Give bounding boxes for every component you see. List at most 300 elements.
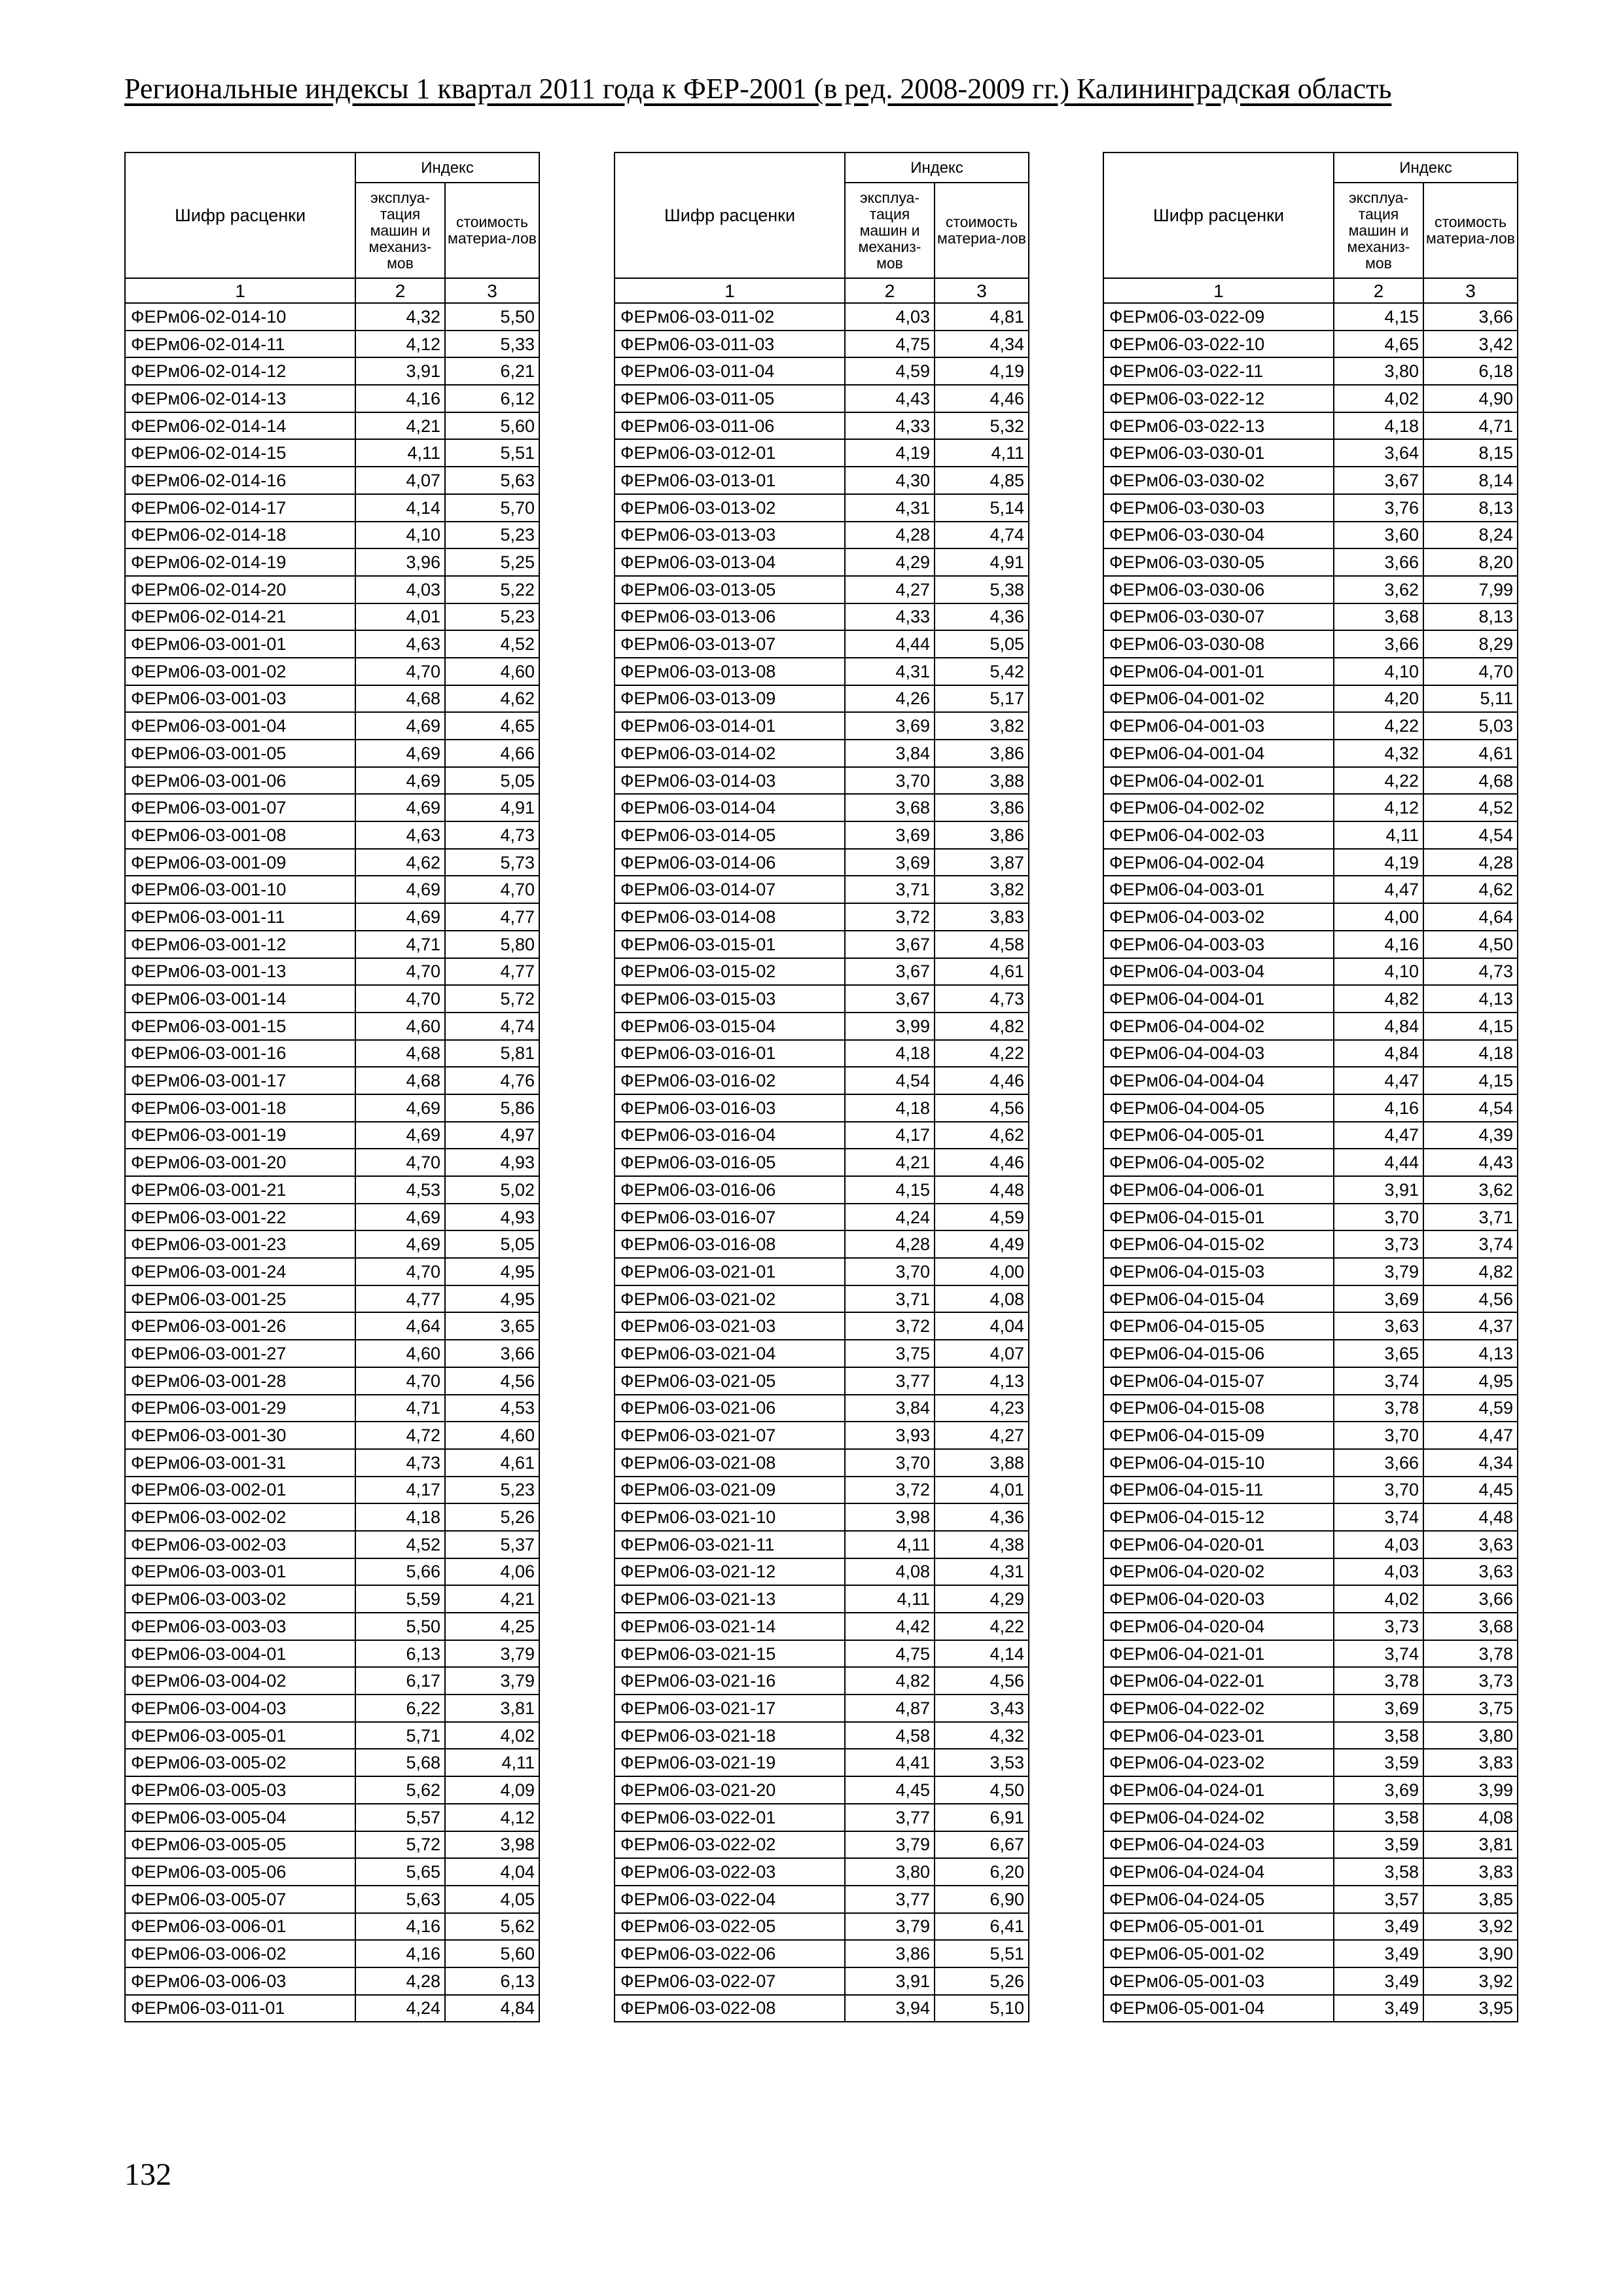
machines-index-cell: 3,78 [1334, 1395, 1423, 1422]
table-row [1103, 412, 1518, 440]
table-body [615, 303, 1029, 2022]
table-row [1103, 821, 1518, 849]
machines-index-cell: 4,69 [355, 740, 445, 767]
machines-index-cell: 3,91 [355, 357, 445, 385]
machines-index-cell: 4,71 [355, 931, 445, 958]
materials-index-cell: 4,46 [935, 1149, 1029, 1176]
machines-index-cell: 4,22 [1334, 767, 1423, 795]
machines-index-cell: 3,57 [1334, 1886, 1423, 1913]
rate-code-cell: ФЕРм06-03-021-07 [615, 1422, 845, 1449]
table-row [615, 903, 1029, 931]
table-row [615, 1858, 1029, 1886]
materials-index-cell: 4,84 [445, 1995, 539, 2022]
machines-index-cell: 4,63 [355, 630, 445, 658]
materials-index-cell: 4,73 [445, 821, 539, 849]
machines-index-cell: 3,96 [355, 548, 445, 576]
table-row [615, 1258, 1029, 1285]
materials-index-cell: 6,41 [935, 1913, 1029, 1941]
rate-code-cell: ФЕРм06-03-001-03 [125, 685, 355, 713]
machines-index-cell: 4,69 [355, 903, 445, 931]
table-row [1103, 1312, 1518, 1340]
table-row [1103, 467, 1518, 494]
machines-index-cell: 4,31 [845, 658, 935, 685]
machines-index-cell: 3,72 [845, 903, 935, 931]
materials-index-cell: 3,68 [1423, 1613, 1518, 1640]
materials-index-cell: 3,65 [445, 1312, 539, 1340]
machines-index-cell: 4,69 [355, 1122, 445, 1149]
table-row [125, 1040, 539, 1067]
table-row [1103, 1040, 1518, 1067]
materials-index-cell: 3,88 [935, 767, 1029, 795]
machines-index-cell: 4,53 [355, 1176, 445, 1204]
materials-index-cell: 4,11 [935, 439, 1029, 467]
table-row [125, 685, 539, 713]
materials-index-cell: 4,58 [935, 931, 1029, 958]
materials-index-cell: 4,74 [445, 1013, 539, 1040]
header-col-number-1: 1 [1103, 278, 1334, 303]
materials-index-cell: 4,91 [935, 548, 1029, 576]
machines-index-cell: 3,58 [1334, 1858, 1423, 1886]
materials-index-cell: 3,75 [1423, 1695, 1518, 1722]
table-row [125, 467, 539, 494]
materials-index-cell: 5,32 [935, 412, 1029, 440]
rate-code-cell: ФЕРм06-02-014-15 [125, 439, 355, 467]
table-row [615, 385, 1029, 412]
materials-index-cell: 4,61 [445, 1449, 539, 1477]
machines-index-cell: 4,03 [1334, 1531, 1423, 1558]
rate-code-cell: ФЕРм06-03-001-15 [125, 1013, 355, 1040]
table-row [125, 1531, 539, 1558]
machines-index-cell: 3,78 [1334, 1667, 1423, 1695]
header-materials: стоимость материа-лов [935, 183, 1029, 278]
materials-index-cell: 3,88 [935, 1449, 1029, 1477]
rate-code-cell: ФЕРм06-03-011-01 [125, 1995, 355, 2022]
materials-index-cell: 4,91 [445, 794, 539, 821]
materials-index-cell: 4,64 [1423, 903, 1518, 931]
rate-code-cell: ФЕРм06-03-014-07 [615, 876, 845, 903]
table-row [615, 1122, 1029, 1149]
rate-code-cell: ФЕРм06-04-024-02 [1103, 1804, 1334, 1831]
table-row [125, 331, 539, 358]
materials-index-cell: 4,18 [1423, 1040, 1518, 1067]
table-row [125, 1831, 539, 1859]
materials-index-cell: 4,76 [445, 1067, 539, 1094]
materials-index-cell: 3,87 [935, 849, 1029, 876]
materials-index-cell: 5,02 [445, 1176, 539, 1204]
rate-code-cell: ФЕРм06-03-002-02 [125, 1503, 355, 1531]
materials-index-cell: 4,14 [935, 1640, 1029, 1668]
rate-code-cell: ФЕРм06-03-021-04 [615, 1340, 845, 1367]
materials-index-cell: 4,02 [445, 1722, 539, 1749]
machines-index-cell: 3,70 [845, 767, 935, 795]
materials-index-cell: 4,73 [935, 985, 1029, 1013]
machines-index-cell: 6,22 [355, 1695, 445, 1722]
table-row [125, 1477, 539, 1504]
table-row [615, 1913, 1029, 1941]
table-row [1103, 1503, 1518, 1531]
materials-index-cell: 4,28 [1423, 849, 1518, 876]
rate-code-cell: ФЕРм06-02-014-10 [125, 303, 355, 331]
materials-index-cell: 4,04 [445, 1858, 539, 1886]
table-row [125, 1667, 539, 1695]
materials-index-cell: 5,51 [445, 439, 539, 467]
materials-index-cell: 5,23 [445, 603, 539, 631]
materials-index-cell: 5,50 [445, 303, 539, 331]
machines-index-cell: 3,70 [1334, 1422, 1423, 1449]
rate-code-cell: ФЕРм06-03-001-24 [125, 1258, 355, 1285]
rate-code-cell: ФЕРм06-03-001-06 [125, 767, 355, 795]
machines-index-cell: 4,84 [1334, 1040, 1423, 1067]
machines-index-cell: 3,72 [845, 1477, 935, 1504]
materials-index-cell: 5,51 [935, 1940, 1029, 1967]
materials-index-cell: 4,70 [445, 876, 539, 903]
machines-index-cell: 3,69 [1334, 1695, 1423, 1722]
materials-index-cell: 4,13 [1423, 1340, 1518, 1367]
rate-code-cell: ФЕРм06-03-005-02 [125, 1749, 355, 1776]
rate-code-cell: ФЕРм06-03-022-06 [615, 1940, 845, 1967]
materials-index-cell: 4,37 [1423, 1312, 1518, 1340]
materials-index-cell: 8,15 [1423, 439, 1518, 467]
rate-code-cell: ФЕРм06-03-016-05 [615, 1149, 845, 1176]
materials-index-cell: 4,22 [935, 1613, 1029, 1640]
table-row [125, 494, 539, 522]
table-row [125, 1558, 539, 1586]
materials-index-cell: 4,32 [935, 1722, 1029, 1749]
rate-code-cell: ФЕРм06-03-030-02 [1103, 467, 1334, 494]
machines-index-cell: 4,14 [355, 494, 445, 522]
machines-index-cell: 4,16 [355, 385, 445, 412]
materials-index-cell: 4,15 [1423, 1013, 1518, 1040]
rate-code-cell: ФЕРм06-03-021-08 [615, 1449, 845, 1477]
rate-code-cell: ФЕРм06-04-001-02 [1103, 685, 1334, 713]
machines-index-cell: 3,67 [1334, 467, 1423, 494]
materials-index-cell: 3,63 [1423, 1558, 1518, 1586]
table-row [615, 1585, 1029, 1613]
table-row [1103, 1940, 1518, 1967]
machines-index-cell: 4,10 [1334, 958, 1423, 986]
table-row [125, 712, 539, 740]
table-row [1103, 1831, 1518, 1859]
header-index: Индекс [1334, 152, 1518, 183]
machines-index-cell: 3,59 [1334, 1749, 1423, 1776]
materials-index-cell: 4,61 [935, 958, 1029, 986]
rate-code-cell: ФЕРм06-04-024-05 [1103, 1886, 1334, 1913]
table-row [615, 1285, 1029, 1313]
machines-index-cell: 3,49 [1334, 1995, 1423, 2022]
rate-code-cell: ФЕРм06-03-022-01 [615, 1804, 845, 1831]
materials-index-cell: 5,73 [445, 849, 539, 876]
rate-code-cell: ФЕРм06-04-003-02 [1103, 903, 1334, 931]
materials-index-cell: 3,43 [935, 1695, 1029, 1722]
machines-index-cell: 4,70 [355, 985, 445, 1013]
machines-index-cell: 4,69 [355, 767, 445, 795]
machines-index-cell: 4,68 [355, 1040, 445, 1067]
machines-index-cell: 4,27 [845, 576, 935, 603]
machines-index-cell: 4,44 [845, 630, 935, 658]
materials-index-cell: 3,98 [445, 1831, 539, 1859]
rate-code-cell: ФЕРм06-05-001-03 [1103, 1967, 1334, 1995]
machines-index-cell: 4,70 [355, 658, 445, 685]
machines-index-cell: 3,73 [1334, 1230, 1423, 1258]
machines-index-cell: 4,15 [845, 1176, 935, 1204]
materials-index-cell: 3,81 [1423, 1831, 1518, 1859]
rate-code-cell: ФЕРм06-03-012-01 [615, 439, 845, 467]
machines-index-cell: 4,72 [355, 1422, 445, 1449]
machines-index-cell: 4,08 [845, 1558, 935, 1586]
materials-index-cell: 4,07 [935, 1340, 1029, 1367]
table-row [615, 658, 1029, 685]
table-row [125, 1776, 539, 1804]
materials-index-cell: 4,13 [935, 1367, 1029, 1395]
rate-code-cell: ФЕРм06-04-002-02 [1103, 794, 1334, 821]
materials-index-cell: 4,56 [445, 1367, 539, 1395]
table-row [615, 331, 1029, 358]
machines-index-cell: 4,32 [1334, 740, 1423, 767]
table-row [125, 1230, 539, 1258]
materials-index-cell: 5,05 [935, 630, 1029, 658]
header-materials: стоимость материа-лов [445, 183, 539, 278]
header-col-number-1: 1 [615, 278, 845, 303]
table-row [125, 1367, 539, 1395]
materials-index-cell: 4,70 [1423, 658, 1518, 685]
rate-code-cell: ФЕРм06-03-001-12 [125, 931, 355, 958]
table-row [125, 630, 539, 658]
materials-index-cell: 3,82 [935, 876, 1029, 903]
materials-index-cell: 3,63 [1423, 1531, 1518, 1558]
machines-index-cell: 4,60 [355, 1340, 445, 1367]
machines-index-cell: 5,62 [355, 1776, 445, 1804]
materials-index-cell: 4,01 [935, 1477, 1029, 1504]
rate-code-cell: ФЕРм06-04-015-03 [1103, 1258, 1334, 1285]
table-row [615, 1749, 1029, 1776]
table-row [125, 903, 539, 931]
table-row [615, 821, 1029, 849]
machines-index-cell: 4,28 [845, 1230, 935, 1258]
materials-index-cell: 4,73 [1423, 958, 1518, 986]
materials-index-cell: 4,46 [935, 1067, 1029, 1094]
rate-code-cell: ФЕРм06-03-030-05 [1103, 548, 1334, 576]
materials-index-cell: 3,79 [445, 1640, 539, 1668]
rate-code-cell: ФЕРм06-05-001-01 [1103, 1913, 1334, 1941]
machines-index-cell: 3,59 [1334, 1831, 1423, 1859]
materials-index-cell: 4,27 [935, 1422, 1029, 1449]
rate-code-cell: ФЕРм06-03-011-02 [615, 303, 845, 331]
table-row [615, 1230, 1029, 1258]
machines-index-cell: 5,50 [355, 1613, 445, 1640]
materials-index-cell: 4,77 [445, 958, 539, 986]
rate-code-cell: ФЕРм06-03-001-18 [125, 1094, 355, 1122]
rate-code-cell: ФЕРм06-03-001-31 [125, 1449, 355, 1477]
machines-index-cell: 4,47 [1334, 1067, 1423, 1094]
machines-index-cell: 3,74 [1334, 1640, 1423, 1668]
machines-index-cell: 4,16 [1334, 1094, 1423, 1122]
materials-index-cell: 5,23 [445, 522, 539, 549]
materials-index-cell: 5,86 [445, 1094, 539, 1122]
table-row [1103, 767, 1518, 795]
rate-code-cell: ФЕРм06-03-021-13 [615, 1585, 845, 1613]
machines-index-cell: 4,71 [355, 1395, 445, 1422]
materials-index-cell: 5,25 [445, 548, 539, 576]
machines-index-cell: 4,68 [355, 1067, 445, 1094]
machines-index-cell: 4,64 [355, 1312, 445, 1340]
table-row [125, 522, 539, 549]
table-row [1103, 1776, 1518, 1804]
table-row [1103, 931, 1518, 958]
materials-index-cell: 4,56 [1423, 1285, 1518, 1313]
rate-code-cell: ФЕРм06-03-015-01 [615, 931, 845, 958]
machines-index-cell: 3,70 [1334, 1477, 1423, 1504]
rate-code-cell: ФЕРм06-03-001-22 [125, 1204, 355, 1231]
rate-code-cell: ФЕРм06-03-005-04 [125, 1804, 355, 1831]
materials-index-cell: 3,73 [1423, 1667, 1518, 1695]
machines-index-cell: 3,77 [845, 1367, 935, 1395]
table-row [1103, 1995, 1518, 2022]
table-row [125, 1913, 539, 1941]
table-row [615, 494, 1029, 522]
rate-code-cell: ФЕРм06-03-004-02 [125, 1667, 355, 1695]
rate-code-cell: ФЕРм06-03-011-05 [615, 385, 845, 412]
machines-index-cell: 4,65 [1334, 331, 1423, 358]
materials-index-cell: 4,52 [445, 630, 539, 658]
rate-code-cell: ФЕРм06-03-021-03 [615, 1312, 845, 1340]
rate-code-cell: ФЕРм06-03-014-04 [615, 794, 845, 821]
table-row [1103, 1749, 1518, 1776]
materials-index-cell: 3,79 [445, 1667, 539, 1695]
rate-code-cell: ФЕРм06-03-003-03 [125, 1613, 355, 1640]
rate-code-cell: ФЕРм06-03-005-03 [125, 1776, 355, 1804]
table-row [125, 849, 539, 876]
machines-index-cell: 3,76 [1334, 494, 1423, 522]
index-table-1 [124, 152, 540, 2022]
table-row [615, 1176, 1029, 1204]
machines-index-cell: 4,29 [845, 548, 935, 576]
rate-code-cell: ФЕРм06-03-001-20 [125, 1149, 355, 1176]
table-row [125, 767, 539, 795]
materials-index-cell: 5,26 [935, 1967, 1029, 1995]
machines-index-cell: 4,31 [845, 494, 935, 522]
materials-index-cell: 4,50 [1423, 931, 1518, 958]
machines-index-cell: 4,73 [355, 1449, 445, 1477]
table-row [125, 1940, 539, 1967]
table-row [1103, 1449, 1518, 1477]
table-row [125, 1067, 539, 1094]
machines-index-cell: 4,11 [845, 1531, 935, 1558]
table-row [125, 794, 539, 821]
machines-index-cell: 3,93 [845, 1422, 935, 1449]
materials-index-cell: 4,59 [935, 1204, 1029, 1231]
machines-index-cell: 3,71 [845, 1285, 935, 1313]
machines-index-cell: 3,71 [845, 876, 935, 903]
rate-code-cell: ФЕРм06-04-015-08 [1103, 1395, 1334, 1422]
materials-index-cell: 5,33 [445, 331, 539, 358]
materials-index-cell: 5,70 [445, 494, 539, 522]
table-row [1103, 1804, 1518, 1831]
machines-index-cell: 4,47 [1334, 1122, 1423, 1149]
materials-index-cell: 5,05 [445, 767, 539, 795]
machines-index-cell: 4,12 [1334, 794, 1423, 821]
rate-code-cell: ФЕРм06-03-016-06 [615, 1176, 845, 1204]
rate-code-cell: ФЕРм06-03-021-06 [615, 1395, 845, 1422]
materials-index-cell: 4,29 [935, 1585, 1029, 1613]
rate-code-cell: ФЕРм06-03-021-17 [615, 1695, 845, 1722]
machines-index-cell: 4,17 [355, 1477, 445, 1504]
machines-index-cell: 4,16 [355, 1913, 445, 1941]
table-row [125, 985, 539, 1013]
table-row [1103, 794, 1518, 821]
machines-index-cell: 4,22 [1334, 712, 1423, 740]
rate-code-cell: ФЕРм06-04-002-03 [1103, 821, 1334, 849]
rate-code-cell: ФЕРм06-04-015-11 [1103, 1477, 1334, 1504]
rate-code-cell: ФЕРм06-03-001-30 [125, 1422, 355, 1449]
machines-index-cell: 3,73 [1334, 1613, 1423, 1640]
machines-index-cell: 3,60 [1334, 522, 1423, 549]
materials-index-cell: 4,53 [445, 1395, 539, 1422]
machines-index-cell: 4,21 [845, 1149, 935, 1176]
table-row [1103, 685, 1518, 713]
rate-code-cell: ФЕРм06-02-014-17 [125, 494, 355, 522]
table-row [615, 849, 1029, 876]
rate-code-cell: ФЕРм06-03-001-28 [125, 1367, 355, 1395]
materials-index-cell: 5,81 [445, 1040, 539, 1067]
table-row [615, 467, 1029, 494]
machines-index-cell: 4,82 [845, 1667, 935, 1695]
table-row [615, 958, 1029, 986]
table-row [1103, 1558, 1518, 1586]
machines-index-cell: 3,49 [1334, 1967, 1423, 1995]
table-row [615, 1667, 1029, 1695]
materials-index-cell: 4,21 [445, 1585, 539, 1613]
rate-code-cell: ФЕРм06-02-014-20 [125, 576, 355, 603]
rate-code-cell: ФЕРм06-02-014-13 [125, 385, 355, 412]
machines-index-cell: 3,58 [1334, 1804, 1423, 1831]
table-row [1103, 903, 1518, 931]
table-row [1103, 1122, 1518, 1149]
table-row [1103, 1695, 1518, 1722]
rate-code-cell: ФЕРм06-04-015-05 [1103, 1312, 1334, 1340]
table-row [1103, 1340, 1518, 1367]
table-row [125, 1995, 539, 2022]
materials-index-cell: 3,83 [935, 903, 1029, 931]
materials-index-cell: 6,21 [445, 357, 539, 385]
table-row [1103, 1613, 1518, 1640]
materials-index-cell: 4,00 [935, 1258, 1029, 1285]
rate-code-cell: ФЕРм06-03-021-11 [615, 1531, 845, 1558]
materials-index-cell: 3,99 [1423, 1776, 1518, 1804]
machines-index-cell: 4,03 [845, 303, 935, 331]
machines-index-cell: 4,33 [845, 603, 935, 631]
materials-index-cell: 3,62 [1423, 1176, 1518, 1204]
rate-code-cell: ФЕРм06-04-015-10 [1103, 1449, 1334, 1477]
machines-index-cell: 3,62 [1334, 576, 1423, 603]
rate-code-cell: ФЕРм06-03-021-01 [615, 1258, 845, 1285]
page-number: 132 [124, 2157, 171, 2192]
table-row [615, 548, 1029, 576]
table-row [125, 1013, 539, 1040]
machines-index-cell: 4,82 [1334, 985, 1423, 1013]
materials-index-cell: 4,61 [1423, 740, 1518, 767]
table-row [615, 522, 1029, 549]
materials-index-cell: 5,22 [445, 576, 539, 603]
rate-code-cell: ФЕРм06-02-014-16 [125, 467, 355, 494]
table-body [125, 303, 539, 2022]
rate-code-cell: ФЕРм06-04-004-02 [1103, 1013, 1334, 1040]
table-row [1103, 522, 1518, 549]
table-row [125, 1149, 539, 1176]
table-row [615, 1067, 1029, 1094]
materials-index-cell: 4,13 [1423, 985, 1518, 1013]
rate-code-cell: ФЕРм06-04-024-04 [1103, 1858, 1334, 1886]
machines-index-cell: 4,60 [355, 1013, 445, 1040]
